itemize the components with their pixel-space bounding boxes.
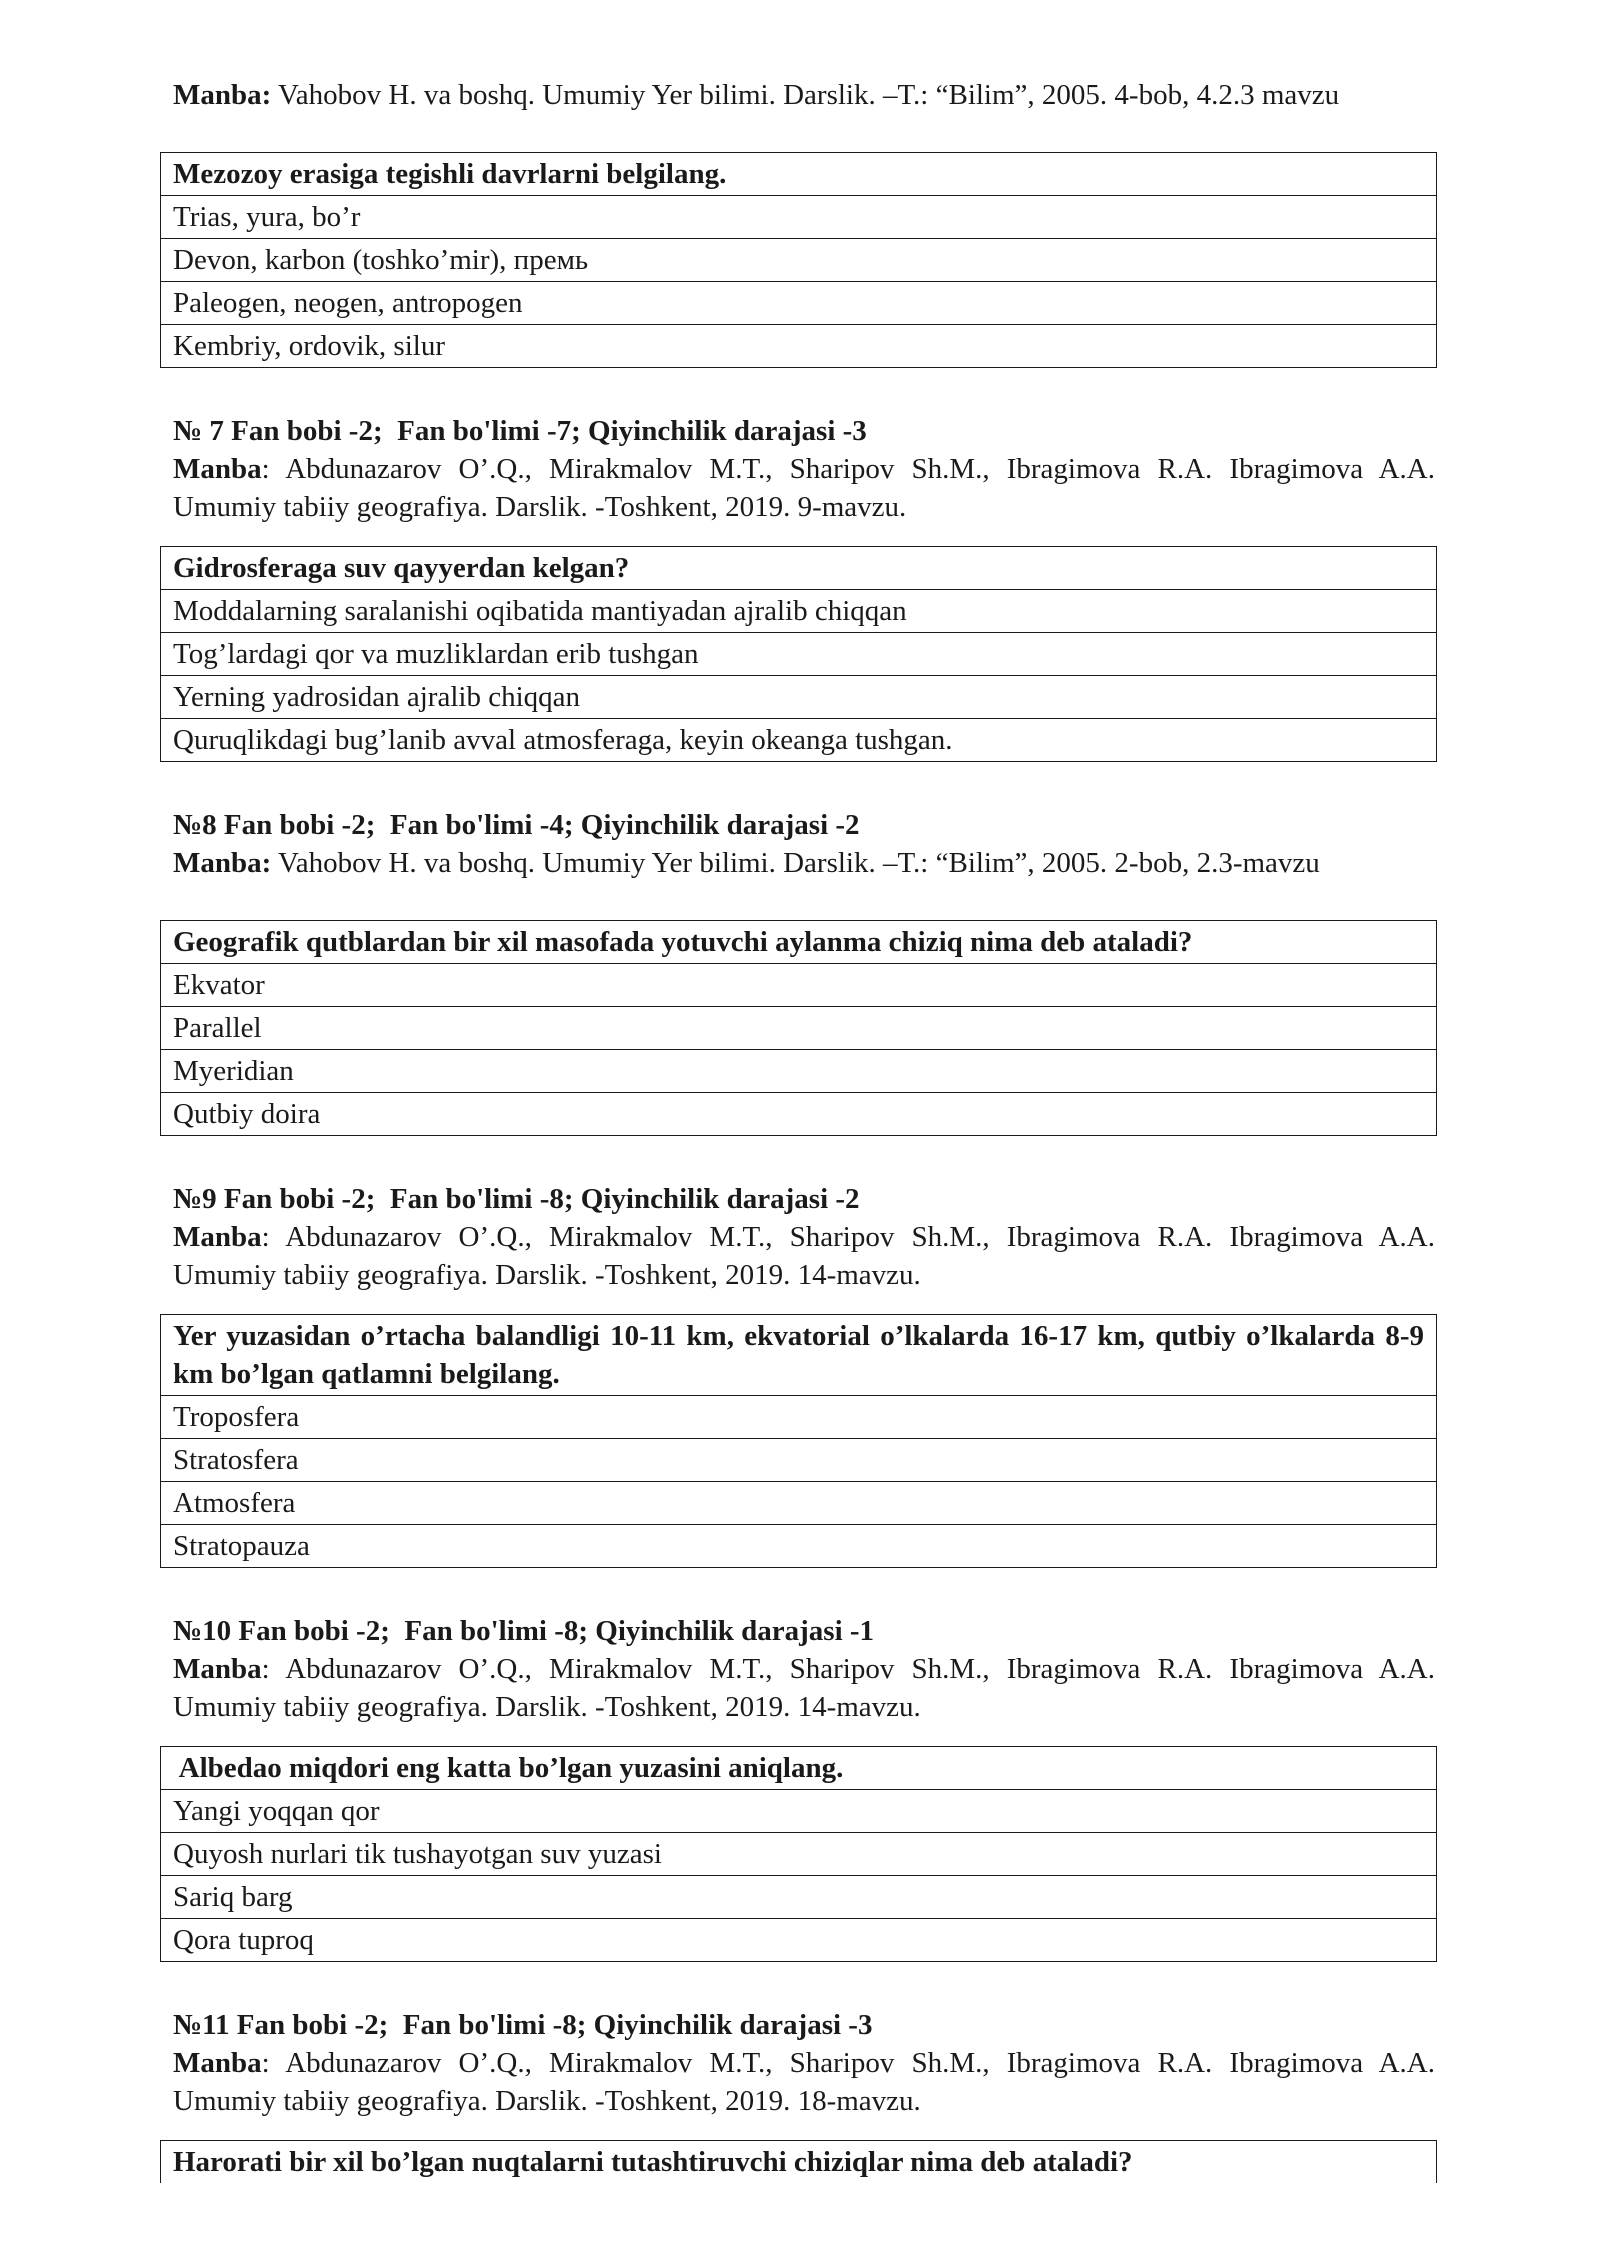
source-citation bbox=[173, 76, 1435, 114]
answer-option: Kembriy, ordovik, silur bbox=[161, 324, 1436, 367]
question-header: № 7 Fan bobi -2; Fan bo'limi -7; Qiyinchilik darajasi -3 bbox=[173, 415, 867, 447]
source-text: : Abdunazarov O’.Q., Mirakmalov M.T., Sharipov Sh.M., Ibragimova R.A. Ibragimova A.A. Umumiy tabiiy geografiya. Darslik. -Toshkent, 2019. 9-mavzu. bbox=[173, 453, 1435, 523]
source-label: Manba bbox=[173, 453, 262, 485]
source-citation bbox=[173, 1218, 1435, 1294]
answer-option: Quyosh nurlari tik tushayotgan suv yuzasi bbox=[161, 1832, 1436, 1875]
source-citation bbox=[173, 844, 1435, 882]
source-text: : Abdunazarov O’.Q., Mirakmalov M.T., Sharipov Sh.M., Ibragimova R.A. Ibragimova A.A. Umumiy tabiiy geografiya. Darslik. -Toshkent, 2019. 14-mavzu. bbox=[173, 1221, 1435, 1291]
question-table bbox=[160, 2140, 1437, 2183]
answer-option: Myeridian bbox=[161, 1049, 1436, 1092]
question-text: Mezozoy erasiga tegishli davrlarni belgilang. bbox=[173, 158, 727, 190]
question-table bbox=[160, 920, 1437, 1136]
question-table bbox=[160, 1746, 1437, 1962]
answer-option: Quruqlikdagi bug’lanib avval atmosferaga, keyin okeanga tushgan. bbox=[161, 718, 1436, 761]
source-label: Manba bbox=[173, 1653, 262, 1685]
question-table bbox=[160, 152, 1437, 368]
answer-option: Qutbiy doira bbox=[161, 1092, 1436, 1135]
question-header: №8 Fan bobi -2; Fan bo'limi -4; Qiyinchilik darajasi -2 bbox=[173, 809, 860, 841]
answer-option: Moddalarning saralanishi oqibatida mantiyadan ajralib chiqqan bbox=[161, 589, 1436, 632]
source-label: Manba: bbox=[173, 847, 272, 879]
answer-option: Paleogen, neogen, antropogen bbox=[161, 281, 1436, 324]
answer-option: Troposfera bbox=[161, 1395, 1436, 1438]
question-text: Gidrosferaga suv qayyerdan kelgan? bbox=[173, 552, 630, 584]
source-label: Manba: bbox=[173, 79, 272, 111]
answer-option: Yerning yadrosidan ajralib chiqqan bbox=[161, 675, 1436, 718]
question-header: №9 Fan bobi -2; Fan bo'limi -8; Qiyinchilik darajasi -2 bbox=[173, 1183, 860, 1215]
answer-option: Stratosfera bbox=[161, 1438, 1436, 1481]
source-citation bbox=[173, 450, 1435, 526]
answer-option: Yangi yoqqan qor bbox=[161, 1789, 1436, 1832]
source-label: Manba bbox=[173, 2047, 262, 2079]
answer-option: Sariq barg bbox=[161, 1875, 1436, 1918]
source-citation bbox=[173, 2044, 1435, 2120]
question-header: №11 Fan bobi -2; Fan bo'limi -8; Qiyinchilik darajasi -3 bbox=[173, 2009, 873, 2041]
source-text: : Abdunazarov O’.Q., Mirakmalov M.T., Sharipov Sh.M., Ibragimova R.A. Ibragimova A.A. Umumiy tabiiy geografiya. Darslik. -Toshkent, 2019. 14-mavzu. bbox=[173, 1653, 1435, 1723]
source-label: Manba bbox=[173, 1221, 262, 1253]
answer-option: Qora tuproq bbox=[161, 1918, 1436, 1961]
question-table bbox=[160, 546, 1437, 762]
answer-option: Tog’lardagi qor va muzliklardan erib tushgan bbox=[161, 632, 1436, 675]
answer-option: Devon, karbon (toshko’mir), премь bbox=[161, 238, 1436, 281]
answer-option: Stratopauza bbox=[161, 1524, 1436, 1567]
question-text: Harorati bir xil bo’lgan nuqtalarni tutashtiruvchi chiziqlar nima deb ataladi? bbox=[173, 2146, 1133, 2178]
answer-option: Ekvator bbox=[161, 963, 1436, 1006]
source-text: Vahobov H. va boshq. Umumiy Yer bilimi. Darslik. –T.: “Bilim”, 2005. 4-bob, 4.2.3 mavzu bbox=[271, 79, 1340, 111]
answer-option: Atmosfera bbox=[161, 1481, 1436, 1524]
question-text: Geografik qutblardan bir xil masofada yotuvchi aylanma chiziq nima deb ataladi? bbox=[173, 926, 1193, 958]
question-text: Albedao miqdori eng katta bo’lgan yuzasini aniqlang. bbox=[173, 1752, 844, 1784]
question-header: №10 Fan bobi -2; Fan bo'limi -8; Qiyinchilik darajasi -1 bbox=[173, 1615, 875, 1647]
source-text: Vahobov H. va boshq. Umumiy Yer bilimi. Darslik. –T.: “Bilim”, 2005. 2-bob, 2.3-mavzu bbox=[271, 847, 1320, 879]
source-text: : Abdunazarov O’.Q., Mirakmalov M.T., Sharipov Sh.M., Ibragimova R.A. Ibragimova A.A. Umumiy tabiiy geografiya. Darslik. -Toshkent, 2019. 18-mavzu. bbox=[173, 2047, 1435, 2117]
question-table bbox=[160, 1314, 1437, 1568]
answer-option: Trias, yura, bo’r bbox=[161, 195, 1436, 238]
question-text: Yer yuzasidan o’rtacha balandligi 10-11 km, ekvatorial o’lkalarda 16-17 km, qutbiy o’lkalarda 8-9 km bo’lgan qatlamni belgilang. bbox=[173, 1320, 1424, 1390]
source-citation bbox=[173, 1650, 1435, 1726]
answer-option: Parallel bbox=[161, 1006, 1436, 1049]
